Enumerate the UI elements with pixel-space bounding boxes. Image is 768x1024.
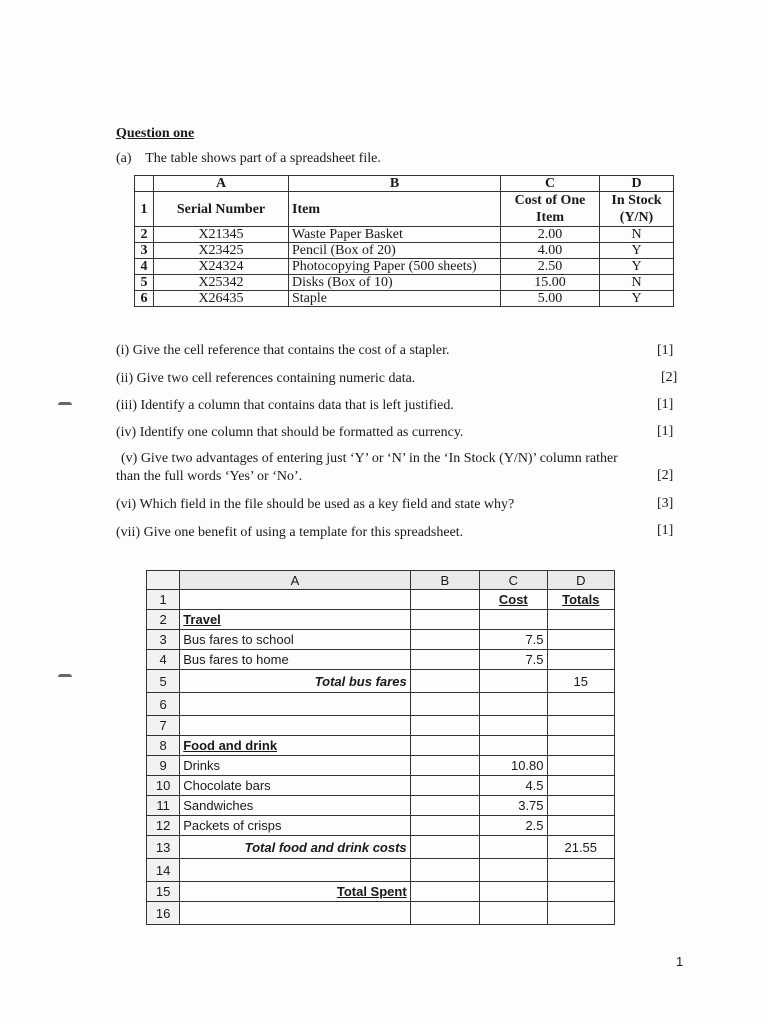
- cell-item: Waste Paper Basket: [289, 227, 501, 243]
- cell-c: [480, 736, 547, 756]
- table-row: [135, 259, 674, 275]
- col-letter: A: [154, 176, 289, 192]
- mark: [1]: [657, 343, 674, 358]
- cell-a: [180, 693, 410, 716]
- mark: [1]: [657, 397, 674, 412]
- cell-c: [480, 859, 547, 882]
- question-v-continued: than the full words ‘Yes’ or ‘No’.: [116, 469, 303, 484]
- cell-d: [547, 796, 614, 816]
- cell-c: 4.5: [480, 776, 547, 796]
- cell-stock: Y: [600, 291, 674, 307]
- table-row: [135, 291, 674, 307]
- row-number: 4: [147, 650, 180, 670]
- part-label: (a): [116, 151, 132, 166]
- question-ii: (ii) Give two cell references containing numeric data.: [116, 371, 416, 386]
- cell-serial: X21345: [154, 227, 289, 243]
- margin-mark: [58, 674, 72, 677]
- row-number: 5: [147, 670, 180, 693]
- cell-c: [480, 902, 547, 925]
- table-row: [147, 693, 615, 716]
- cell-c: [480, 610, 547, 630]
- mark: [2]: [657, 468, 674, 483]
- cell-c: 3.75: [480, 796, 547, 816]
- cell-a: [180, 902, 410, 925]
- question-iv: (iv) Identify one column that should be formatted as currency.: [116, 425, 464, 440]
- cell-d: [547, 650, 614, 670]
- question-vi: (vi) Which field in the file should be used as a key field and state why?: [116, 497, 515, 512]
- table-row: [147, 902, 615, 925]
- cell-serial: X23425: [154, 243, 289, 259]
- table-row: [147, 816, 615, 836]
- cell-d: Totals: [547, 590, 614, 610]
- cell-c: [480, 716, 547, 736]
- table-row: [135, 227, 674, 243]
- question-iii: (iii) Identify a column that contains data that is left justified.: [116, 398, 454, 413]
- cell-item: Staple: [289, 291, 501, 307]
- col-letter: B: [410, 571, 479, 590]
- col-letter: D: [600, 176, 674, 192]
- cell-d: [547, 736, 614, 756]
- cell-serial: X26435: [154, 291, 289, 307]
- column-letter-row: [147, 571, 615, 590]
- cell-a: Food and drink: [180, 736, 410, 756]
- table-row: [147, 776, 615, 796]
- question-i: (i) Give the cell reference that contains the cost of a stapler.: [116, 343, 450, 358]
- cell-d: [547, 816, 614, 836]
- table-row: [135, 275, 674, 291]
- cell-b: [410, 776, 479, 796]
- cell-a: Bus fares to home: [180, 650, 410, 670]
- cell-stock: N: [600, 227, 674, 243]
- table-row: [147, 670, 615, 693]
- row-number: 1: [147, 590, 180, 610]
- cell-c: 7.5: [480, 630, 547, 650]
- cell-b: [410, 630, 479, 650]
- cell-a: Bus fares to school: [180, 630, 410, 650]
- row-number: 6: [147, 693, 180, 716]
- cell-cost: 2.50: [501, 259, 600, 275]
- table-row: [135, 243, 674, 259]
- header-in-stock: In Stock (Y/N): [600, 192, 674, 227]
- cell-d: [547, 902, 614, 925]
- question-vii: (vii) Give one benefit of using a template for this spreadsheet.: [116, 525, 464, 540]
- spreadsheet-table-2: [146, 570, 615, 925]
- cell-stock: Y: [600, 243, 674, 259]
- header-item: Item: [289, 192, 501, 227]
- row-number: 11: [147, 796, 180, 816]
- cell-b: [410, 736, 479, 756]
- table-row: [147, 859, 615, 882]
- header-row: [135, 192, 674, 227]
- row-number: 15: [147, 882, 180, 902]
- cell-d: [547, 859, 614, 882]
- intro-text: [116, 151, 381, 167]
- row-number: 7: [147, 716, 180, 736]
- cell-a: [180, 859, 410, 882]
- cell-d: 21.55: [547, 836, 614, 859]
- cell-b: [410, 836, 479, 859]
- margin-mark: [58, 402, 72, 405]
- cell-d: [547, 630, 614, 650]
- cell-b: [410, 756, 479, 776]
- table-row: [147, 882, 615, 902]
- cell-a: Travel: [180, 610, 410, 630]
- cell-c: Cost: [480, 590, 547, 610]
- row-number: 14: [147, 859, 180, 882]
- col-letter: C: [501, 176, 600, 192]
- question-heading: Question one: [116, 126, 195, 141]
- cell-serial: X25342: [154, 275, 289, 291]
- cell-cost: 4.00: [501, 243, 600, 259]
- table-row: [147, 836, 615, 859]
- page-number: 1: [676, 954, 684, 969]
- cell-b: [410, 882, 479, 902]
- cell-c: 2.5: [480, 816, 547, 836]
- row-number: 9: [147, 756, 180, 776]
- question-v: (v) Give two advantages of entering just ‘Y’ or ‘N’ in the ‘In Stock (Y/N)’ column rather: [121, 451, 618, 466]
- cell-c: [480, 693, 547, 716]
- cell-d: [547, 882, 614, 902]
- row-number: 5: [135, 275, 154, 291]
- cell-a: Packets of crisps: [180, 816, 410, 836]
- header-cost: Cost of One Item: [501, 192, 600, 227]
- cell-d: 15: [547, 670, 614, 693]
- row-number: 8: [147, 736, 180, 756]
- col-letter: C: [480, 571, 547, 590]
- row-number: 1: [135, 192, 154, 227]
- cell-b: [410, 590, 479, 610]
- cell-d: [547, 610, 614, 630]
- table-row: [147, 610, 615, 630]
- cell-a: Total Spent: [180, 882, 410, 902]
- cell-c: 7.5: [480, 650, 547, 670]
- table-row: [147, 796, 615, 816]
- cell-b: [410, 796, 479, 816]
- cell-item: Photocopying Paper (500 sheets): [289, 259, 501, 275]
- col-letter: A: [180, 571, 410, 590]
- cell-cost: 2.00: [501, 227, 600, 243]
- cell-a: Chocolate bars: [180, 776, 410, 796]
- cell-b: [410, 650, 479, 670]
- col-letter: B: [289, 176, 501, 192]
- cell-b: [410, 859, 479, 882]
- mark: [2]: [661, 370, 678, 385]
- cell-stock: Y: [600, 259, 674, 275]
- table-row: [147, 716, 615, 736]
- cell-b: [410, 902, 479, 925]
- cell-stock: N: [600, 275, 674, 291]
- cell-cost: 15.00: [501, 275, 600, 291]
- row-number: 6: [135, 291, 154, 307]
- cell-c: [480, 670, 547, 693]
- mark: [1]: [657, 424, 674, 439]
- table-row: [147, 630, 615, 650]
- row-number: 3: [147, 630, 180, 650]
- row-number: 13: [147, 836, 180, 859]
- mark: [1]: [657, 523, 674, 538]
- mark: [3]: [657, 496, 674, 511]
- table-row: [147, 650, 615, 670]
- cell-b: [410, 816, 479, 836]
- cell-c: 10.80: [480, 756, 547, 776]
- row-number: 12: [147, 816, 180, 836]
- cell-b: [410, 670, 479, 693]
- cell-d: [547, 756, 614, 776]
- cell-item: Disks (Box of 10): [289, 275, 501, 291]
- cell-b: [410, 716, 479, 736]
- row-number: 4: [135, 259, 154, 275]
- col-letter: D: [547, 571, 614, 590]
- table-row: [147, 756, 615, 776]
- cell-a: Sandwiches: [180, 796, 410, 816]
- cell-c: [480, 882, 547, 902]
- row-number: 2: [147, 610, 180, 630]
- row-number: 10: [147, 776, 180, 796]
- cell-a: [180, 590, 410, 610]
- cell-b: [410, 693, 479, 716]
- intro-sentence: The table shows part of a spreadsheet file.: [145, 151, 381, 166]
- cell-b: [410, 610, 479, 630]
- header-serial-number: Serial Number: [154, 192, 289, 227]
- cell-a: Total food and drink costs: [180, 836, 410, 859]
- cell-d: [547, 693, 614, 716]
- row-number: 16: [147, 902, 180, 925]
- table-row: [147, 590, 615, 610]
- spreadsheet-table-1: [134, 175, 674, 307]
- cell-a: Drinks: [180, 756, 410, 776]
- table-row: [147, 736, 615, 756]
- cell-item: Pencil (Box of 20): [289, 243, 501, 259]
- cell-cost: 5.00: [501, 291, 600, 307]
- cell-a: Total bus fares: [180, 670, 410, 693]
- cell-d: [547, 776, 614, 796]
- cell-a: [180, 716, 410, 736]
- cell-c: [480, 836, 547, 859]
- row-number: 2: [135, 227, 154, 243]
- cell-serial: X24324: [154, 259, 289, 275]
- cell-d: [547, 716, 614, 736]
- column-letter-row: [135, 176, 674, 192]
- row-number: 3: [135, 243, 154, 259]
